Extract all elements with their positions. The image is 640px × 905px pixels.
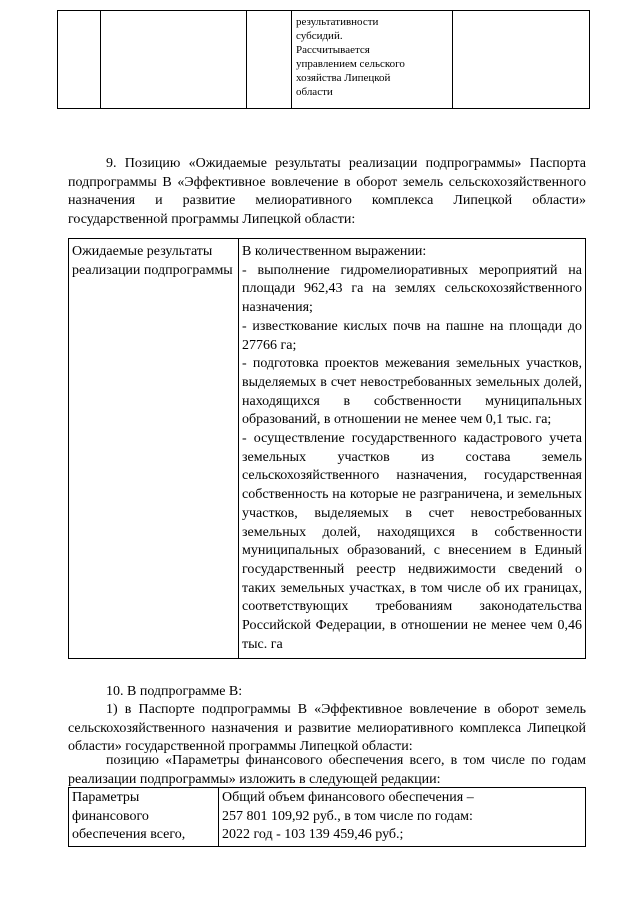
continuation-table	[57, 10, 590, 109]
expected-results-table	[68, 238, 586, 659]
results-value	[239, 239, 586, 659]
cell-line: хозяйства Липецкой	[296, 72, 391, 84]
cell-line: субсидий.	[296, 30, 343, 42]
cell-line: Рассчитывается	[296, 44, 370, 56]
table-cell	[101, 11, 247, 109]
paragraph-text: 10. В подпрограмме В:	[106, 684, 243, 699]
paragraph-10-1	[68, 701, 586, 757]
paragraph-number: 9.	[106, 156, 117, 171]
finance-label	[69, 788, 219, 847]
results-item: - выполнение гидромелиоративных мероприятий на площади 962,43 га на землях сельскохозяйственного назначения;	[242, 262, 582, 316]
paragraph-10	[68, 683, 586, 702]
cell-line: области	[296, 86, 333, 98]
finance-value-line: Общий объем финансового обеспечения –	[222, 790, 474, 805]
paragraph-9	[68, 155, 586, 229]
finance-label-line: Параметры	[72, 790, 140, 805]
finance-value-line: 257 801 109,92 руб., в том числе по годам:	[222, 808, 473, 824]
results-intro: В количественном выражении:	[242, 244, 427, 259]
table-row	[58, 11, 590, 109]
cell-line: результативности	[296, 16, 379, 28]
table-row	[69, 788, 586, 847]
finance-value	[219, 788, 586, 847]
results-item: - осуществление государственного кадастрового учета земельных участков из состава земель сельскохозяйственного назначения, государственная собственность на которые не разграничена, и земельных участков, выделяемых в счет невостребованных земельных долей, находящихся в собственности муниципальных образований, с внесением в Единый государственный реестр недвижимости сведений о таких земельных участках, в том числе об их границах, соответствующих требованиям законодательства Российской Федерации, в отношении не менее чем 0,46 тыс. га	[242, 431, 582, 652]
finance-label-line: финансового	[72, 808, 149, 824]
table-cell-description	[292, 11, 453, 109]
finance-label-line: обеспечения всего,	[72, 827, 186, 842]
paragraph-position	[68, 752, 586, 789]
table-cell	[58, 11, 101, 109]
paragraph-text: 1) в Паспорте подпрограммы В «Эффективное вовлечение в оборот земель сельскохозяйственного назначения и развитие мелиоративного комплекса Липецкой области» государственной программы Липецкой области:	[68, 702, 586, 754]
results-label: Ожидаемые результаты реализации подпрограммы	[69, 239, 239, 659]
table-cell	[453, 11, 590, 109]
table-cell	[247, 11, 292, 109]
paragraph-text: позицию «Параметры финансового обеспечения всего, в том числе по годам реализации подпрограммы» изложить в следующей редакции:	[68, 753, 586, 787]
cell-line: управлением сельского	[296, 58, 405, 70]
table-row	[69, 239, 586, 659]
paragraph-text: Позицию «Ожидаемые результаты реализации подпрограммы» Паспорта подпрограммы В «Эффективное вовлечение в оборот земель сельскохозяйственного назначения и развитие мелиоративного комплекса Липецкой области» государственной программы Липецкой области:	[68, 156, 586, 227]
finance-value-line: 2022 год - 103 139 459,46 руб.;	[222, 827, 404, 842]
results-item: - известкование кислых почв на пашне на площади до 27766 га;	[242, 318, 582, 353]
finance-table	[68, 787, 586, 847]
results-item: - подготовка проектов межевания земельных участков, выделяемых в счет невостребованных земельных долей, находящихся в собственности муниципальных образований, в отношении не менее чем 0,1 тыс. га;	[242, 356, 582, 428]
